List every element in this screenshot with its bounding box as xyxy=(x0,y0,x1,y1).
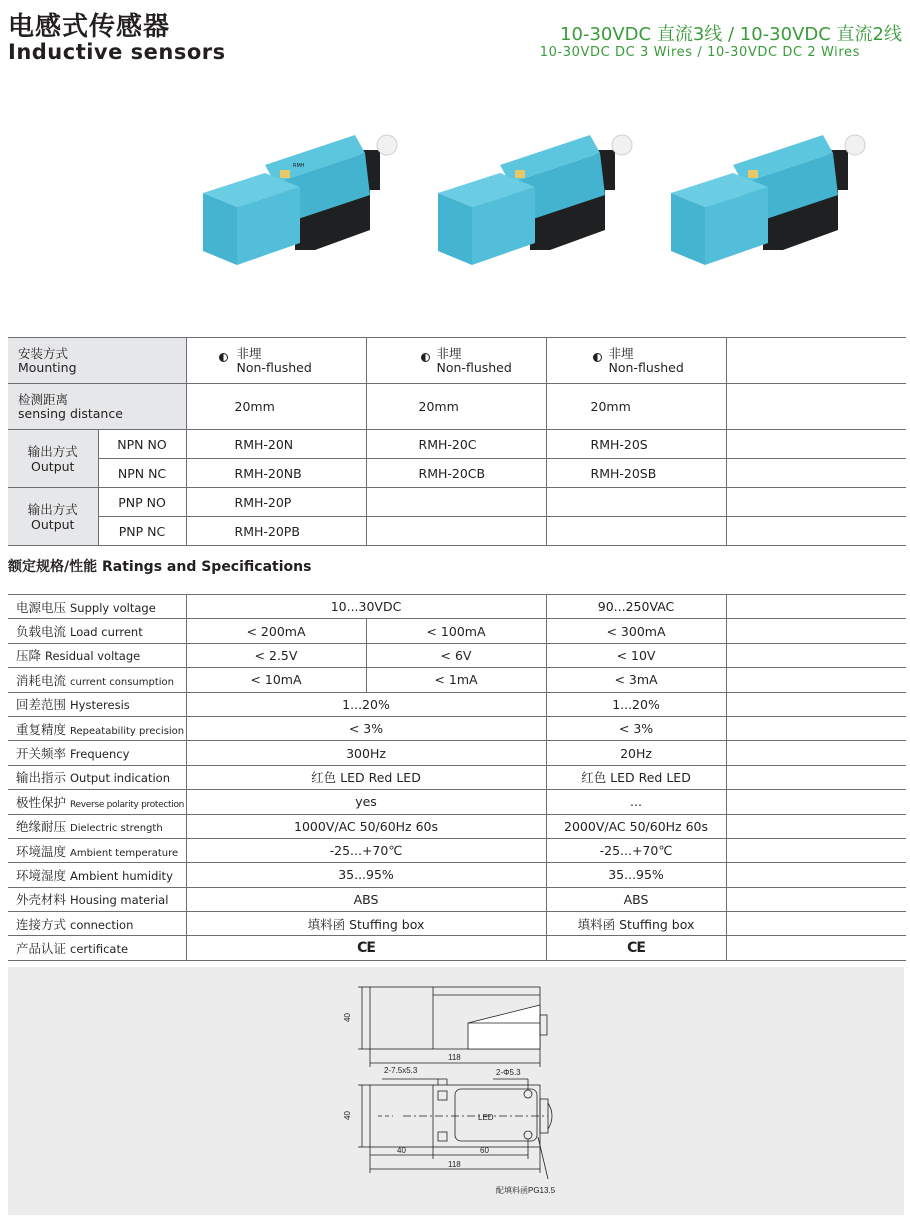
dimension-drawing-panel xyxy=(8,967,904,1215)
model-code: RMH-20NB xyxy=(186,459,366,488)
spec-value: ... xyxy=(546,790,726,814)
spec-label: 输出指示 Output indication xyxy=(8,765,186,789)
dim-label: 118 xyxy=(448,1160,461,1169)
specs-section-title: 额定规格/性能 Ratings and Specifications xyxy=(8,559,312,575)
spec-row xyxy=(8,692,906,716)
spec-row xyxy=(8,668,906,692)
spec-row xyxy=(8,912,906,936)
model-code: RMH-20S xyxy=(546,430,726,459)
mounting-label: 安装方式 Mounting xyxy=(8,338,186,384)
dim-label: 2-Φ5.3 xyxy=(496,1068,521,1077)
spec-row xyxy=(8,838,906,862)
mounting-value: 非埋 Non-flushed xyxy=(366,338,546,384)
spec-label: 重复精度 Repeatability precision xyxy=(8,716,186,740)
ce-mark-icon: CE xyxy=(357,940,375,957)
spec-value: < 3% xyxy=(546,716,726,740)
spec-label: 外壳材料 Housing material xyxy=(8,887,186,911)
spec-value: < 1mA xyxy=(366,668,546,692)
spec-value: 2000V/AC 50/60Hz 60s xyxy=(546,814,726,838)
spec-row xyxy=(8,595,906,619)
sensing-row xyxy=(8,384,906,430)
spec-row xyxy=(8,936,906,960)
sensor-photo-1 xyxy=(195,125,400,275)
spec-value: < 3% xyxy=(186,716,546,740)
pnp-no-label: PNP NO xyxy=(98,488,186,517)
model-code: RMH-20PB xyxy=(186,517,366,546)
pnp-nc-row xyxy=(8,517,906,546)
spec-row xyxy=(8,863,906,887)
spec-row xyxy=(8,814,906,838)
npn-no-label: NPN NO xyxy=(98,430,186,459)
mounting-row xyxy=(8,338,906,384)
spec-value: < 3mA xyxy=(546,668,726,692)
spec-value: 10...30VDC xyxy=(186,595,546,619)
spec-label: 连接方式 connection xyxy=(8,912,186,936)
dim-label: 2-7.5x5.3 xyxy=(384,1066,418,1075)
spec-label: 电源电压 Supply voltage xyxy=(8,595,186,619)
sensing-value: 20mm xyxy=(366,384,546,430)
output-label: 输出方式 Output xyxy=(8,488,98,546)
spec-value: 20Hz xyxy=(546,741,726,765)
sensing-value: 20mm xyxy=(546,384,726,430)
ce-mark-icon: CE xyxy=(627,940,645,957)
dim-label: 40 xyxy=(343,1013,352,1022)
spec-label: 绝缘耐压 Dielectric strength xyxy=(8,814,186,838)
pnp-nc-label: PNP NC xyxy=(98,517,186,546)
spec-value: < 100mA xyxy=(366,619,546,643)
sensing-value: 20mm xyxy=(186,384,366,430)
models-table xyxy=(8,337,906,546)
spec-value xyxy=(186,936,546,960)
spec-row xyxy=(8,741,906,765)
sensing-label: 检测距离 sensing distance xyxy=(8,384,186,430)
spec-label: 回差范围 Hysteresis xyxy=(8,692,186,716)
mounting-value: 非埋 Non-flushed xyxy=(186,338,366,384)
model-code: RMH-20N xyxy=(186,430,366,459)
model-code: RMH-20C xyxy=(366,430,546,459)
spec-value: < 300mA xyxy=(546,619,726,643)
spec-value: 1000V/AC 50/60Hz 60s xyxy=(186,814,546,838)
sensor-photo-2 xyxy=(430,125,635,275)
led-label: LED xyxy=(478,1113,494,1122)
spec-value: 90...250VAC xyxy=(546,595,726,619)
spec-value: ABS xyxy=(186,887,546,911)
spec-row xyxy=(8,887,906,911)
dim-label: 118 xyxy=(448,1053,461,1062)
spec-value: 填料函 Stuffing box xyxy=(546,912,726,936)
spec-value: 1...20% xyxy=(186,692,546,716)
svg-text:RMH: RMH xyxy=(293,163,305,169)
spec-row xyxy=(8,643,906,667)
spec-label: 负载电流 Load current xyxy=(8,619,186,643)
half-circle-icon xyxy=(219,353,228,362)
spec-value xyxy=(546,936,726,960)
spec-value: -25...+70℃ xyxy=(186,838,546,862)
subtitle-voltage-en: 10-30VDC DC 3 Wires / 10-30VDC DC 2 Wires xyxy=(539,45,860,60)
spec-value: 填料函 Stuffing box xyxy=(186,912,546,936)
spec-value: 35...95% xyxy=(186,863,546,887)
spec-label: 产品认证 certificate xyxy=(8,936,186,960)
pnp-no-row xyxy=(8,488,906,517)
model-code: RMH-20P xyxy=(186,488,366,517)
sensor-photo-3 xyxy=(663,125,868,275)
spec-row xyxy=(8,619,906,643)
spec-label: 环境湿度 Ambient humidity xyxy=(8,863,186,887)
spec-row xyxy=(8,716,906,740)
spec-value: < 6V xyxy=(366,643,546,667)
dim-label: 60 xyxy=(480,1146,489,1155)
dim-label: 40 xyxy=(343,1111,352,1120)
spec-value: < 10mA xyxy=(186,668,366,692)
spec-label: 环境温度 Ambient temperature xyxy=(8,838,186,862)
page-title-cn: 电感式传感器 xyxy=(8,12,171,42)
subtitle-voltage-cn: 10-30VDC 直流3线 / 10-30VDC 直流2线 xyxy=(560,24,902,45)
spec-row xyxy=(8,765,906,789)
spec-value: ABS xyxy=(546,887,726,911)
dimension-drawing xyxy=(8,967,904,1215)
output-label: 输出方式 Output xyxy=(8,430,98,488)
model-code: RMH-20SB xyxy=(546,459,726,488)
spec-label: 消耗电流 current consumption xyxy=(8,668,186,692)
specs-table xyxy=(8,594,906,961)
spec-value: < 2.5V xyxy=(186,643,366,667)
spec-value: < 200mA xyxy=(186,619,366,643)
spec-label: 极性保护 Reverse polarity protection xyxy=(8,790,186,814)
half-circle-icon xyxy=(421,353,430,362)
npn-nc-label: NPN NC xyxy=(98,459,186,488)
model-code: RMH-20CB xyxy=(366,459,546,488)
spec-value: 35...95% xyxy=(546,863,726,887)
npn-no-row xyxy=(8,430,906,459)
spec-value: 红色 LED Red LED xyxy=(186,765,546,789)
npn-nc-row xyxy=(8,459,906,488)
spec-value: 1...20% xyxy=(546,692,726,716)
spec-value: yes xyxy=(186,790,546,814)
spec-value: -25...+70℃ xyxy=(546,838,726,862)
spec-row xyxy=(8,790,906,814)
spec-label: 压降 Residual voltage xyxy=(8,643,186,667)
spec-value: 300Hz xyxy=(186,741,546,765)
gland-label: 配填料函PG13.5 xyxy=(496,1186,556,1195)
spec-value: < 10V xyxy=(546,643,726,667)
spec-value: 红色 LED Red LED xyxy=(546,765,726,789)
page-title-en: Inductive sensors xyxy=(8,40,226,64)
dim-label: 40 xyxy=(397,1146,406,1155)
spec-label: 开关频率 Frequency xyxy=(8,741,186,765)
mounting-value: 非埋 Non-flushed xyxy=(546,338,726,384)
half-circle-icon xyxy=(593,353,602,362)
